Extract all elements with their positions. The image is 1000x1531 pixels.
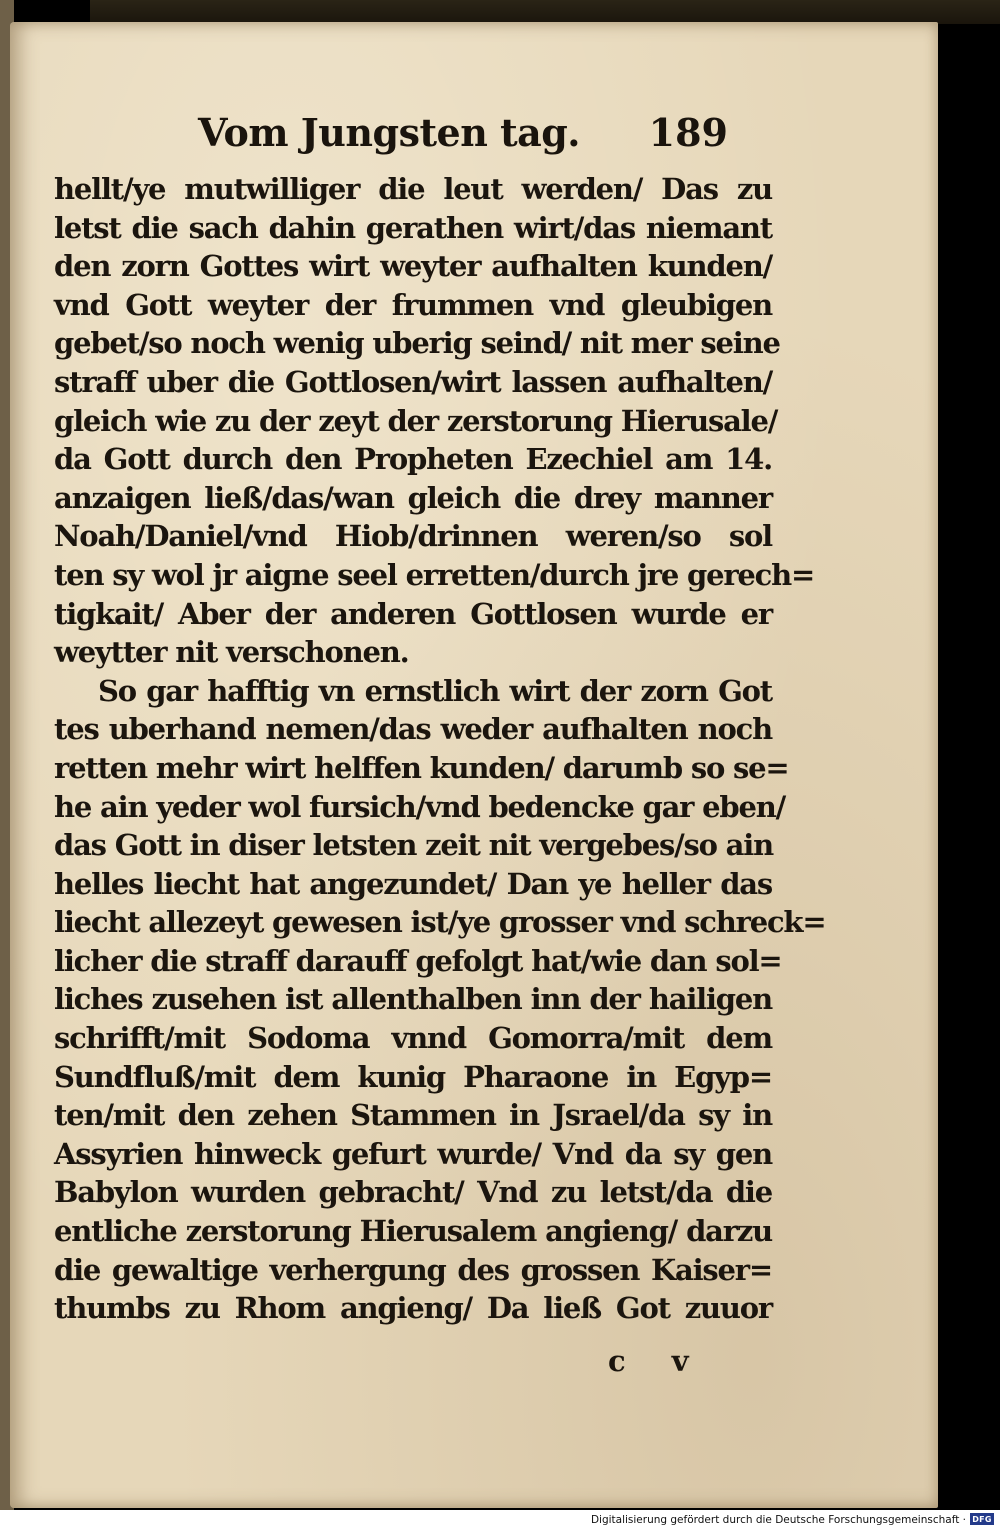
text-line: liecht allezeyt gewesen ist/ye grosser vnd schreck= [54, 905, 826, 940]
page-number: 189 [648, 110, 728, 155]
text-line: die gewaltige verhergung des grossen Kaiser= [54, 1252, 772, 1287]
paragraph-start-line: So gar hafftig vn ernstlich wirt der zorn Got [98, 673, 772, 708]
text-line: den zorn Gottes wirt weyter aufhalten kunden/ [54, 249, 772, 284]
text-line: Assyrien hinweck gefurt wurde/ Vnd da sy gen [54, 1136, 772, 1171]
scan-background-top [90, 0, 1000, 24]
text-line: tes uberhand nemen/das weder aufhalten noch [54, 712, 772, 747]
text-line: gebet/so noch wenig uberig seind/ nit mer seine [54, 326, 780, 361]
text-line: straff uber die Gottlosen/wirt lassen aufhalten/ [54, 364, 772, 399]
signature-mark: c v [608, 1344, 707, 1378]
text-line: letst die sach dahin gerathen wirt/das niemant [54, 210, 772, 245]
body-text [54, 170, 826, 1328]
text-line: weytter nit verschonen. [54, 635, 409, 670]
text-line: ten sy wol jr aigne seel erretten/durch jre gerech= [54, 557, 815, 592]
text-line: entliche zerstorung Hierusalem angieng/ darzu [54, 1214, 772, 1249]
text-line: tigkait/ Aber der anderen Gottlosen wurde er [54, 596, 772, 631]
funding-credit: Digitalisierung gefördert durch die Deutsche Forschungsgemeinschaft · [590, 1514, 966, 1526]
text-line: gleich wie zu der zeyt der zerstorung Hierusale/ [54, 403, 778, 438]
text-line: das Gott in diser letsten zeit nit vergebes/so ain [54, 828, 773, 863]
text-line: Sundfluß/mit dem kunig Pharaone in Egyp= [54, 1059, 772, 1094]
text-line: licher die straff darauff gefolgt hat/wie dan sol= [54, 943, 782, 978]
text-line: he ain yeder wol fursich/vnd bedencke gar eben/ [54, 789, 786, 824]
text-line: Babylon wurden gebracht/ Vnd zu letst/da die [54, 1175, 772, 1210]
text-line: vnd Gott weyter der frummen vnd gleubigen [54, 287, 772, 322]
text-line: thumbs zu Rhom angieng/ Da ließ Got zuuor [54, 1291, 772, 1326]
book-page [10, 22, 938, 1508]
text-line: ten/mit den zehen Stammen in Jsrael/da sy in [54, 1098, 772, 1133]
text-line: helles liecht hat angezundet/ Dan ye heller das [54, 866, 772, 901]
running-title: Vom Jungsten tag. [198, 110, 581, 155]
text-line: schrifft/mit Sodoma vnnd Gomorra/mit dem [54, 1021, 772, 1056]
text-line: da Gott durch den Propheten Ezechiel am 14. [54, 442, 772, 477]
text-line: hellt/ye mutwilliger die leut werden/ Das zu [54, 172, 772, 206]
text-line: liches zusehen ist allenthalben inn der hailigen [54, 982, 772, 1017]
text-line: retten mehr wirt helffen kunden/ darumb so se= [54, 750, 789, 785]
text-line: Noah/Daniel/vnd Hiob/drinnen weren/so sol [54, 519, 772, 554]
dfg-logo: DFG [970, 1513, 994, 1525]
running-head [198, 110, 738, 166]
text-line: anzaigen ließ/das/wan gleich die drey manner [54, 480, 772, 515]
